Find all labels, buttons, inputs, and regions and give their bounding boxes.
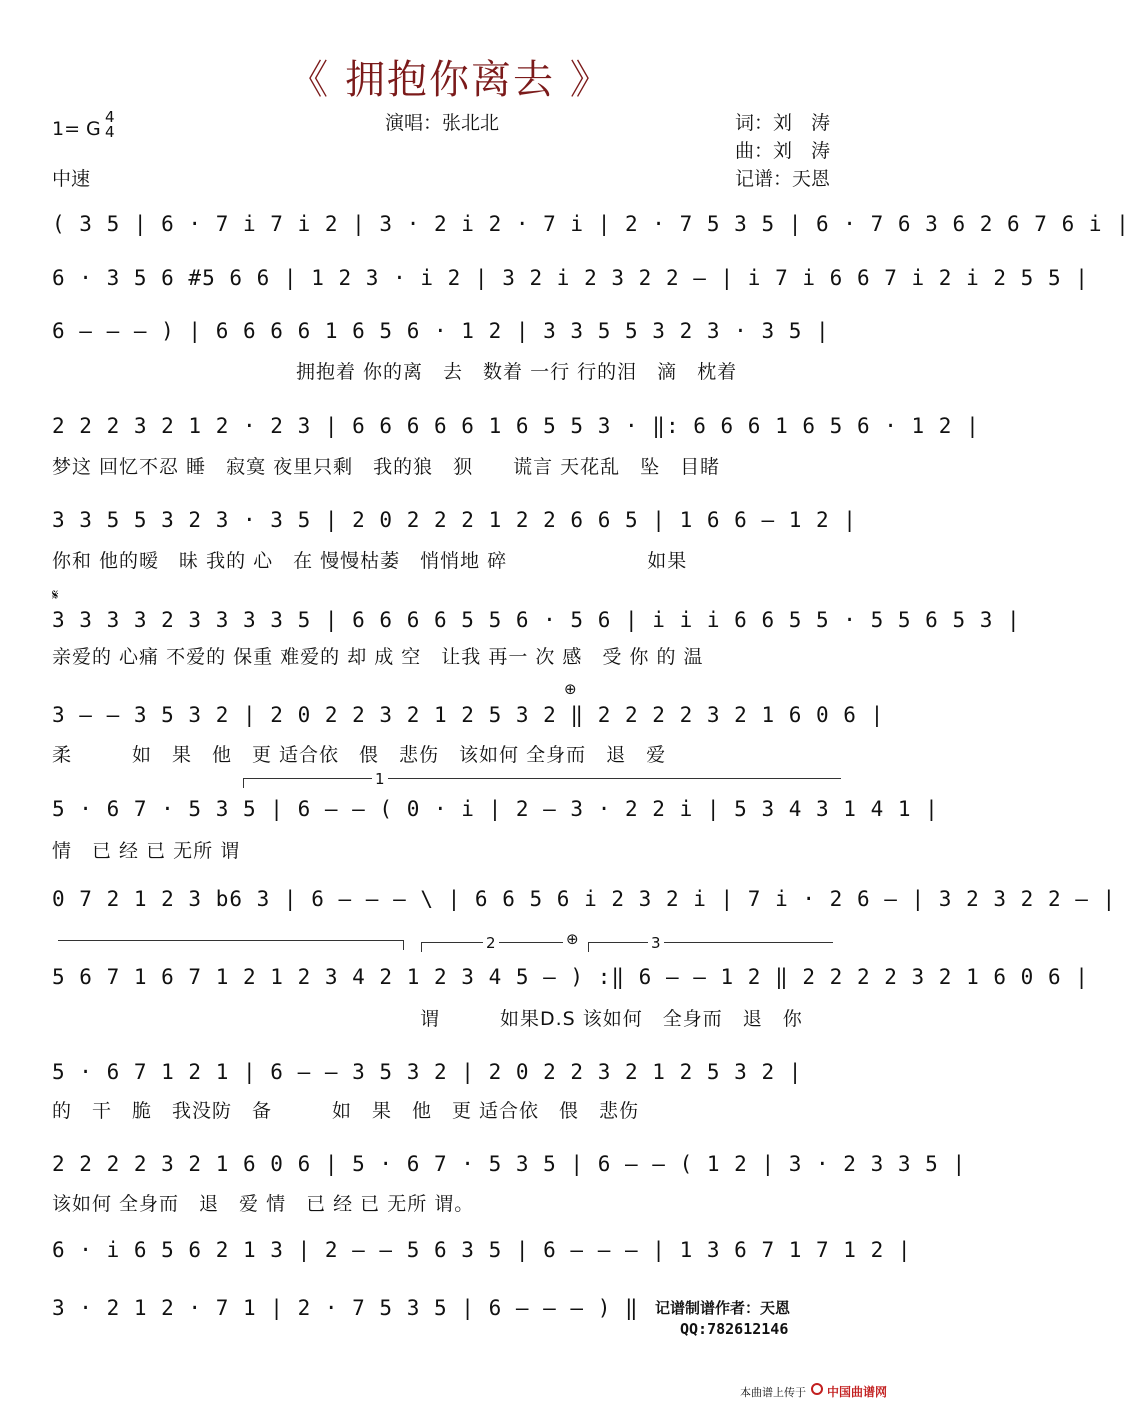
lyric-line-3: 拥抱着 你的离 去 数着 一行 行的泪 滴 枕着 [296,361,738,383]
transcriber: 记谱：天恩 [735,168,831,190]
score-line-1: ( 3 5 | 6 · 7 i 7 i 2 | 3 · 2 i 2 · 7 i | 2 · 7 5 3 5 | 6 · 7 6 3 6 2 6 7 6 i | [52,212,1130,236]
time-signature [105,110,115,140]
volta-3-label: 3 [648,934,664,952]
tempo: 中速 [52,168,91,190]
composer: 曲：刘 涛 [735,140,831,162]
volta-3-bracket [588,942,833,943]
time-numerator: 4 [105,108,115,126]
score-line-7: 3 – – 3 5 3 2 | 2 0 2 2 3 2 1 2 5 3 2 ‖ 2 2 2 2 3 2 1 6 0 6 | [52,703,885,727]
key-signature: 1= G [52,118,101,140]
volta-1-hook [243,778,244,788]
upload-note: 本曲谱上传于 [740,1386,806,1399]
lyricist: 词：刘 涛 [735,112,831,134]
score-line-10: 5 6 7 1 6 7 1 2 1 2 3 4 2 1 2 3 4 5 – ) :‖ 6 – – 1 2 ‖ 2 2 2 2 3 2 1 6 0 6 | [52,965,1089,989]
time-denominator: 4 [105,123,115,141]
author-qq: QQ:782612146 [680,1320,789,1338]
volta-1-end-hook [403,940,404,950]
score-line-2: 6 · 3 5 6 #5 6 6 | 1 2 3 · i 2 | 3 2 i 2 3 2 2 – | i 7 i 6 6 7 i 2 i 2 5 5 | [52,266,1089,290]
lyric-line-6: 亲爱的 心痛 不爱的 保重 难爱的 却 成 空 让我 再一 次 感 受 你 的 温 [52,646,704,668]
lyric-line-4: 梦这 回忆不忍 睡 寂寞 夜里只剩 我的狼 狈 谎言 天花乱 坠 目睹 [52,456,721,478]
volta-2-hook [421,942,422,952]
volta-1-bracket [243,778,841,779]
volta-1-label: 1 [372,770,388,788]
score-line-8: 5 · 6 7 · 5 3 5 | 6 – – ( 0 · i | 2 – 3 · 2 2 i | 5 3 4 3 1 4 1 | [52,797,939,821]
lyric-line-11: 的 干 脆 我没防 备 如 果 他 更 适合依 偎 悲伤 [52,1100,640,1122]
volta-2-label: 2 [483,934,499,952]
lyric-line-12: 该如何 全身而 退 爱 情 已 经 已 无所 谓。 [52,1193,475,1215]
score-line-12: 2 2 2 2 3 2 1 6 0 6 | 5 · 6 7 · 5 3 5 | 6 – – ( 1 2 | 3 · 2 3 3 5 | [52,1152,967,1176]
volta-1-continuation [58,940,403,941]
score-line-9: 0 7 2 1 2 3 b6 3 | 6 – – – \ | 6 6 5 6 i 2 3 2 i | 7 i · 2 6 – | 3 2 3 2 2 – | [52,887,1117,911]
song-title: 《 拥抱你离去 》 [288,57,612,103]
lyric-line-7: 柔 如 果 他 更 适合依 偎 悲伤 该如何 全身而 退 爱 [52,744,667,766]
score-line-3: 6 – – – ) | 6 6 6 6 1 6 5 6 · 1 2 | 3 3 5 5 3 2 3 · 3 5 | [52,319,830,343]
lyric-line-10: 谓 如果D.S 该如何 全身而 退 你 [420,1008,803,1030]
score-line-6: 3 3 3 3 2 3 3 3 3 5 | 6 6 6 6 5 5 6 · 5 6 | i i i 6 6 5 5 · 5 5 6 5 3 | [52,608,1021,632]
score-line-13: 6 · i 6 5 6 2 1 3 | 2 – – 5 6 3 5 | 6 – – – | 1 3 6 7 1 7 1 2 | [52,1238,912,1262]
lyric-line-5: 你和 他的暧 昧 我的 心 在 慢慢枯萎 悄悄地 碎 如果 [52,550,688,572]
score-line-5: 3 3 5 5 3 2 3 · 3 5 | 2 0 2 2 2 1 2 2 6 6 5 | 1 6 6 – 1 2 | [52,508,857,532]
segno-mark: 𝄋 [52,586,59,604]
site-logo-icon [811,1383,823,1395]
score-line-11: 5 · 6 7 1 2 1 | 6 – – 3 5 3 2 | 2 0 2 2 3 2 1 2 5 3 2 | [52,1060,803,1084]
site-brand[interactable]: 中国曲谱网 [827,1385,888,1399]
lyric-line-8: 情 已 经 已 无所 谓 [52,840,241,862]
coda-mark-2: ⊕ [566,930,579,948]
score-line-14: 3 · 2 1 2 · 7 1 | 2 · 7 5 3 5 | 6 – – – ) ‖ [52,1296,639,1320]
author-credit: 记谱制谱作者：天恩 [655,1299,791,1317]
singer: 演唱：张北北 [385,112,500,134]
volta-3-hook [588,942,589,952]
score-line-4: 2 2 2 3 2 1 2 · 2 3 | 6 6 6 6 6 1 6 5 5 3 · ‖: 6 6 6 1 6 5 6 · 1 2 | [52,414,980,438]
coda-mark: ⊕ [564,680,577,698]
